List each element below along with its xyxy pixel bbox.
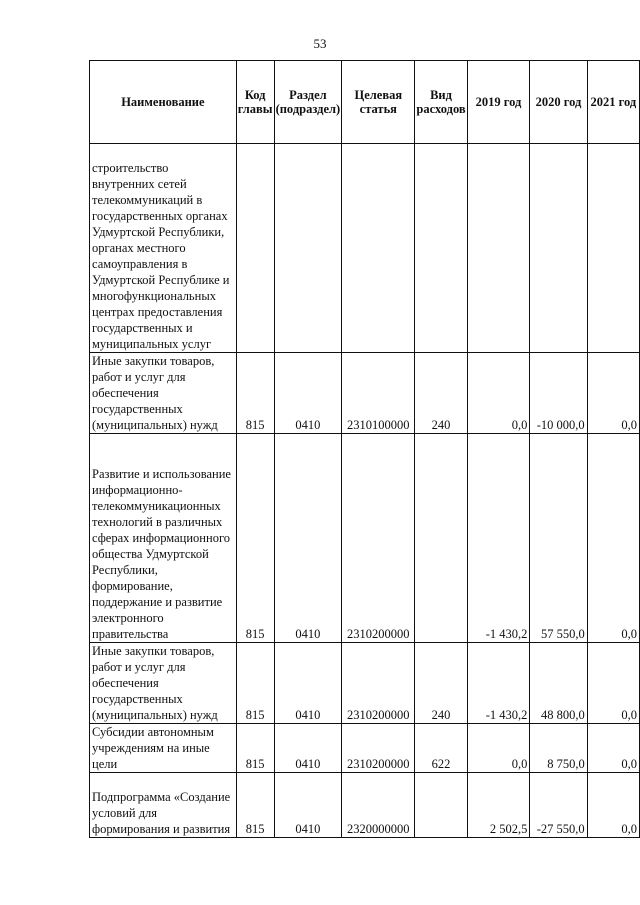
cell-section: 0410	[274, 353, 342, 434]
cell-name: Развитие и использование информационно-телекоммуникационных технологий в различных сферах информационного общества Удмуртской Республики, формирование, поддержание и развитие электронного правительства	[90, 434, 237, 643]
cell-2020: -10 000,0	[530, 353, 587, 434]
cell-2020	[530, 144, 587, 353]
cell-target: 2310200000	[342, 724, 415, 773]
cell-target: 2310200000	[342, 434, 415, 643]
cell-2021: 0,0	[587, 724, 639, 773]
table-row	[90, 724, 640, 773]
table-row	[90, 434, 640, 643]
cell-2019: -1 430,2	[467, 643, 530, 724]
cell-exp-type: 240	[415, 643, 467, 724]
table-row	[90, 144, 640, 353]
page-number: 53	[313, 36, 327, 51]
table-row	[90, 773, 640, 838]
cell-exp-type: 622	[415, 724, 467, 773]
cell-code	[236, 144, 274, 353]
cell-2021: 0,0	[587, 434, 639, 643]
cell-2021: 0,0	[587, 643, 639, 724]
cell-2021: 0,0	[587, 353, 639, 434]
cell-2019: -1 430,2	[467, 434, 530, 643]
cell-2019: 0,0	[467, 724, 530, 773]
cell-exp-type	[415, 434, 467, 643]
cell-code: 815	[236, 643, 274, 724]
header-exp-type: Вид расходов	[415, 61, 467, 144]
header-2019: 2019 год	[467, 61, 530, 144]
cell-2021: 0,0	[587, 773, 639, 838]
header-section: Раздел (подраздел)	[274, 61, 342, 144]
cell-target: 2320000000	[342, 773, 415, 838]
cell-code: 815	[236, 773, 274, 838]
header-2021: 2021 год	[587, 61, 639, 144]
cell-2019: 0,0	[467, 353, 530, 434]
cell-section: 0410	[274, 643, 342, 724]
cell-name: Подпрограмма «Создание условий для формирования и развития	[90, 773, 237, 838]
header-row	[90, 61, 640, 144]
cell-2020: 48 800,0	[530, 643, 587, 724]
table-row	[90, 643, 640, 724]
cell-code: 815	[236, 434, 274, 643]
cell-section: 0410	[274, 434, 342, 643]
table-row	[90, 353, 640, 434]
cell-name: Иные закупки товаров, работ и услуг для обеспечения государственных (муниципальных) нужд	[90, 353, 237, 434]
header-code: Код главы	[236, 61, 274, 144]
cell-name: Иные закупки товаров, работ и услуг для обеспечения государственных (муниципальных) нужд	[90, 643, 237, 724]
cell-2019	[467, 144, 530, 353]
cell-exp-type: 240	[415, 353, 467, 434]
cell-code: 815	[236, 353, 274, 434]
cell-target	[342, 144, 415, 353]
header-name: Наименование	[90, 61, 237, 144]
cell-2020: 57 550,0	[530, 434, 587, 643]
cell-2020: -27 550,0	[530, 773, 587, 838]
cell-2021	[587, 144, 639, 353]
cell-target: 2310100000	[342, 353, 415, 434]
cell-name: Субсидии автономным учреждениям на иные цели	[90, 724, 237, 773]
cell-section: 0410	[274, 724, 342, 773]
cell-section	[274, 144, 342, 353]
cell-target: 2310200000	[342, 643, 415, 724]
cell-2019: 2 502,5	[467, 773, 530, 838]
budget-table	[89, 60, 640, 838]
cell-exp-type	[415, 144, 467, 353]
cell-2020: 8 750,0	[530, 724, 587, 773]
cell-exp-type	[415, 773, 467, 838]
header-target: Целевая статья	[342, 61, 415, 144]
cell-code: 815	[236, 724, 274, 773]
cell-name: строительство внутренних сетей телекоммуникаций в государственных органах Удмуртской Республики, органах местного самоуправления в Удмуртской Республике и многофункциональных центрах предоставления государственных и муниципальных услуг	[90, 144, 237, 353]
header-2020: 2020 год	[530, 61, 587, 144]
cell-section: 0410	[274, 773, 342, 838]
